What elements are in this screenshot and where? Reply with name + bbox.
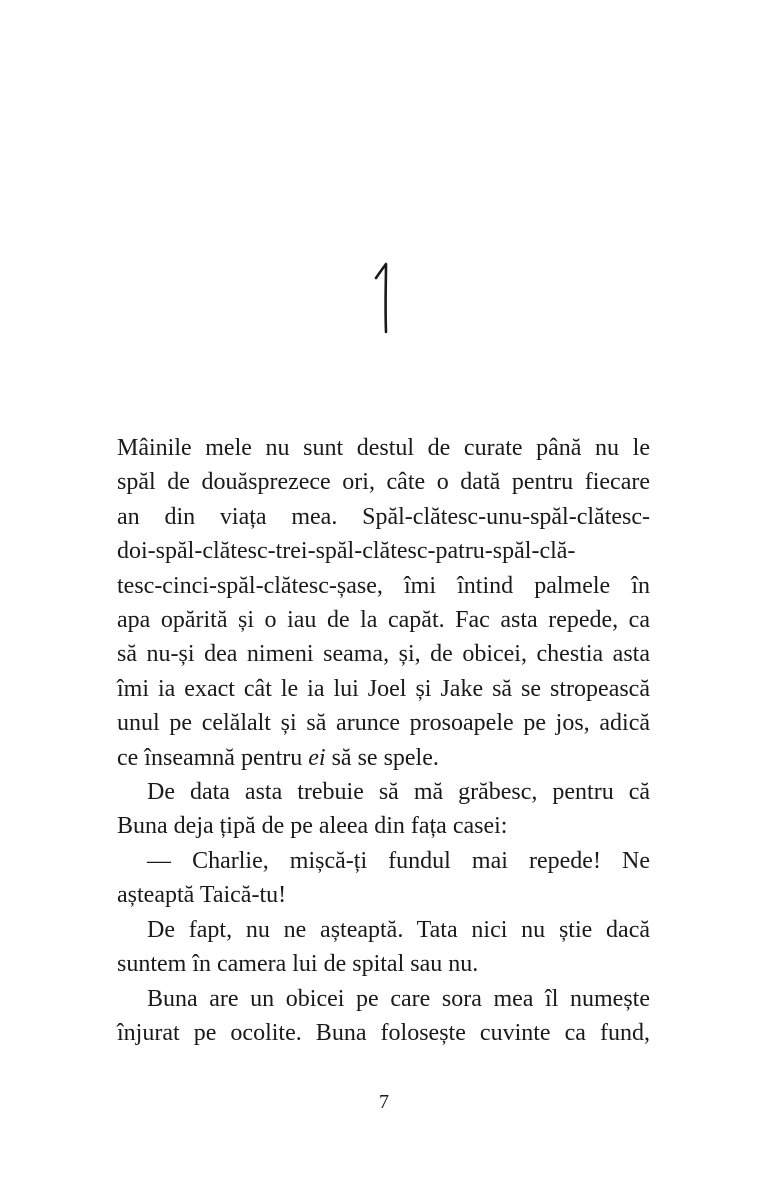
text-line: Mâinile mele nu sunt destul de curate până nu le: [117, 435, 650, 461]
text-run: ce înseamnă pentru: [117, 744, 309, 771]
paragraph: [117, 982, 650, 1051]
chapter-body: [117, 431, 650, 1050]
text-line: să nu-și dea nimeni seama, și, de obicei, chestia asta: [117, 641, 650, 668]
text-line: [117, 982, 650, 1016]
chapter-heading: [0, 262, 768, 342]
paragraph: [117, 775, 650, 844]
text-line: [117, 775, 650, 809]
paragraph: [117, 431, 650, 775]
text-line: [117, 741, 650, 775]
text-line: unul pe celălalt și să arunce prosoapele pe jos, adică: [117, 710, 650, 737]
text-line: suntem în camera lui de spital sau nu.: [117, 951, 479, 978]
text-line: [117, 844, 650, 878]
text-line: îmi ia exact cât le ia lui Joel și Jake să se stropească: [117, 675, 650, 702]
text-line: Buna deja țipă de pe aleea din fața casei:: [117, 813, 508, 840]
text-run: De fapt, nu ne așteaptă. Tata nici nu știe dacă: [147, 916, 650, 943]
text-line: doi-spăl-clătesc-trei-spăl-clătesc-patru-spăl-clă-: [117, 538, 576, 565]
text-line: tesc-cinci-spăl-clătesc-șase, îmi întind palmele în: [117, 572, 650, 599]
text-run: De data asta trebuie să mă grăbesc, pentru că: [147, 779, 650, 806]
text-run: Buna are un obicei pe care sora mea îl numește: [147, 985, 650, 1012]
text-line: așteaptă Taică-tu!: [117, 882, 287, 909]
text-line: apa opărită și o iau de la capăt. Fac asta repede, ca: [117, 607, 650, 634]
text-line: [117, 913, 650, 947]
emphasis-text: ei: [308, 744, 326, 771]
text-run: să se spele.: [325, 744, 439, 771]
text-line: înjurat pe ocolite. Buna folosește cuvinte ca fund,: [117, 1019, 650, 1046]
page-number: 7: [379, 1091, 389, 1113]
text-run: — Charlie, mișcă-ți fundul mai repede! Ne: [147, 847, 650, 874]
chapter-number-glyph: [374, 262, 394, 334]
text-line: an din viața mea. Spăl-clătesc-unu-spăl-clătesc-: [117, 503, 650, 530]
paragraph: [117, 844, 650, 913]
text-line: spăl de douăsprezece ori, câte o dată pentru fiecare: [117, 469, 650, 496]
paragraph: [117, 913, 650, 982]
